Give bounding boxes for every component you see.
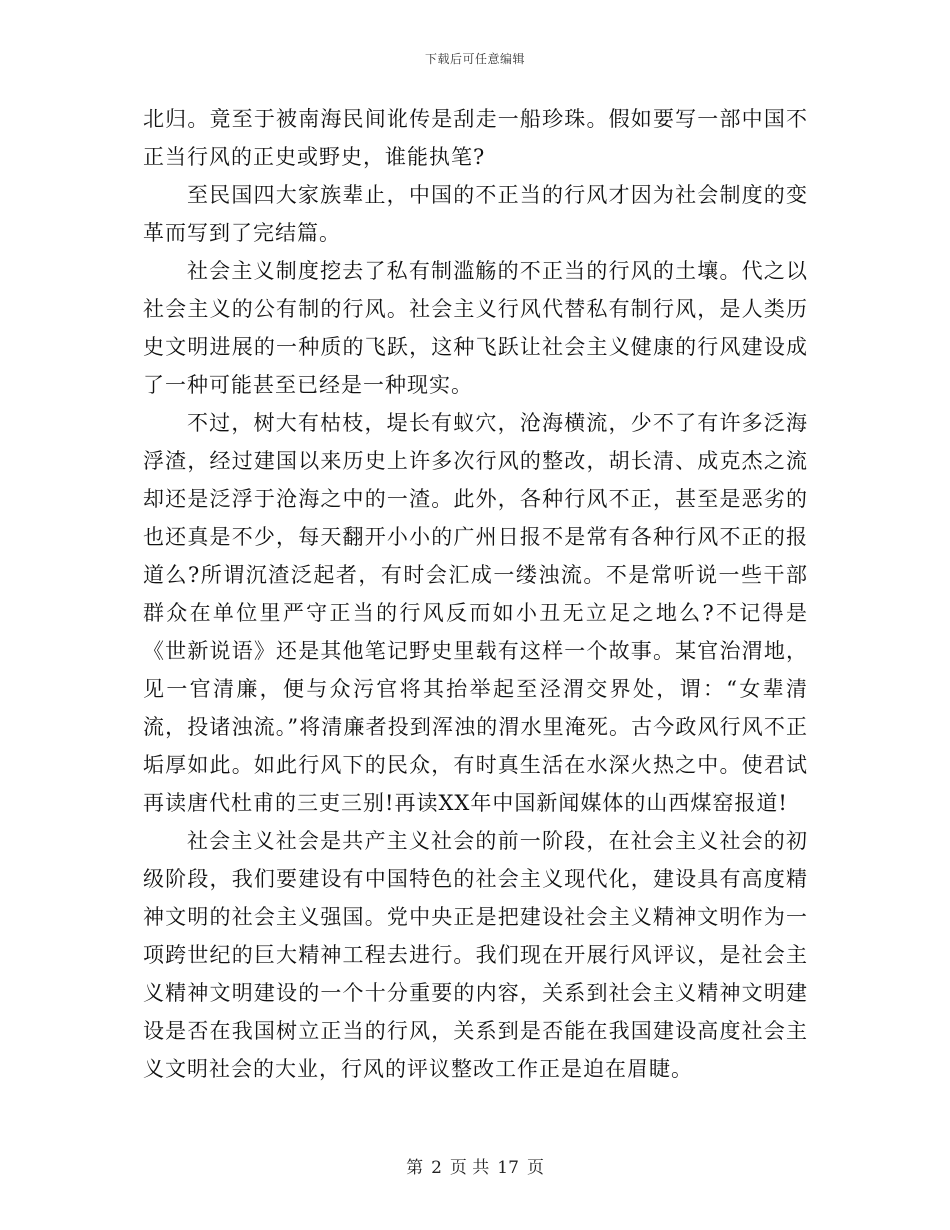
current-page-number: 2 <box>431 1158 442 1178</box>
total-pages-number: 17 <box>497 1158 519 1178</box>
paragraph-2: 至民国四大家族辈止，中国的不正当的行风才因为社会制度的变革而写到了完结篇。 <box>143 183 808 245</box>
document-body <box>143 100 808 1088</box>
page-footer <box>0 1153 950 1178</box>
paragraph-5: 社会主义社会是共产主义社会的前一阶段，在社会主义社会的初级阶段，我们要建设有中国特色的社会主义现代化，建设具有高度精神文明的社会主义强国。党中央正是把建设社会主义精神文明作为一项跨世纪的巨大精神工程去进行。我们现在开展行风评议，是社会主义精神文明建设的一个十分重要的内容，关系到社会主义精神文明建设是否在我国树立正当的行风，关系到是否能在我国建设高度社会主义文明社会的大业，行风的评议整改工作正是迫在眉睫。 <box>143 829 808 1081</box>
footer-middle: 页 共 <box>449 1158 490 1178</box>
footer-suffix: 页 <box>526 1158 544 1178</box>
paragraph-4: 不过，树大有枯枝，堤长有蚁穴，沧海横流，少不了有许多泛海浮渣，经过建国以来历史上许多次行风的整改，胡长清、成克杰之流却还是泛浮于沧海之中的一渣。此外，各种行风不正，甚至是恶劣的也还真是不少，每天翻开小小的广州日报不是常有各种行风不正的报道么?所谓沉渣泛起者，有时会汇成一缕浊流。不是常听说一些干部群众在单位里严守正当的行风反而如小丑无立足之地么?不记得是《世新说语》还是其他笔记野史里载有这样一个故事。某官治渭地，见一官清廉，便与众污官将其抬举起至泾渭交界处，谓：“女辈清流，投诸浊流。”将清廉者投到浑浊的渭水里淹死。古今政风行风不正垢厚如此。如此行风下的民众，有时真生活在水深火热之中。使君试再读唐代杜甫的三吏三别!再读XX年中国新闻媒体的山西煤窑报道! <box>143 411 808 815</box>
page-header: 下载后可任意编辑 <box>424 52 525 66</box>
footer-prefix: 第 <box>406 1158 424 1178</box>
paragraph-3: 社会主义制度挖去了私有制滥觞的不正当的行风的土壤。代之以社会主义的公有制的行风。社会主义行风代替私有制行风，是人类历史文明进展的一种质的飞跃，这种飞跃让社会主义健康的行风建设成了一种可能甚至已经是一种现实。 <box>143 259 808 397</box>
paragraph-1: 北归。竟至于被南海民间讹传是刮走一船珍珠。假如要写一部中国不正当行风的正史或野史，谁能执笔? <box>143 107 808 169</box>
